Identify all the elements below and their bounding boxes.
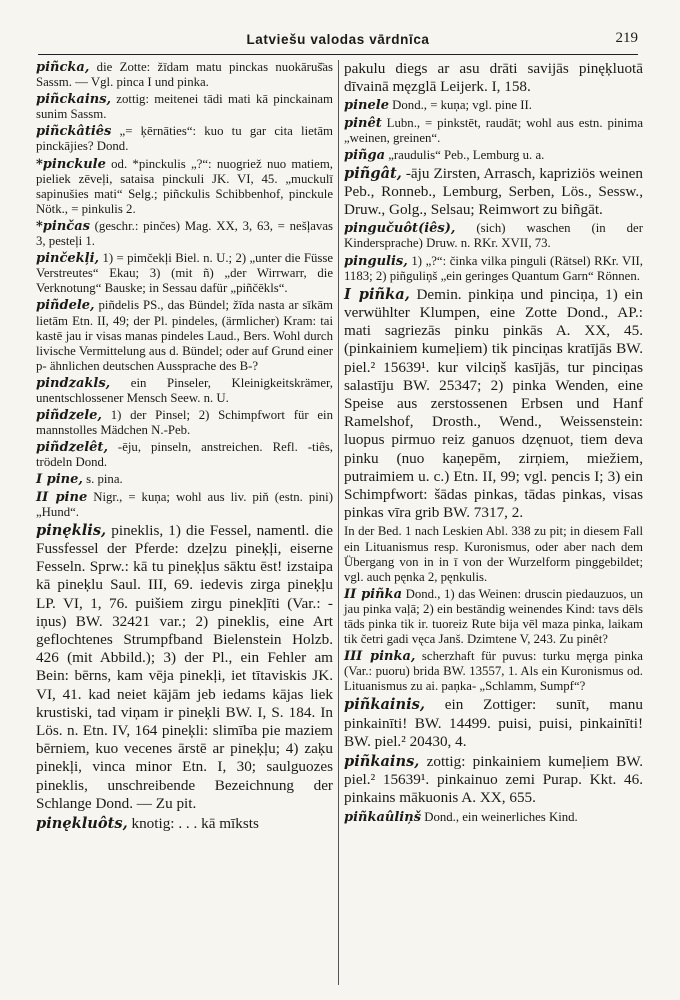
entry-headword: piñgât, — [344, 164, 402, 182]
entry-headword: *pinckule — [36, 156, 106, 172]
entry-text: piñdelis PS., das Bündel; žīda nasta ar sīkām lietām Etn. II, 49; der Pl. pindeles, (ärmlicher) Kram: tai kastē jau ir visas manas pindeles Laud., Bers. Wohl durch livische Vermittelung aus d. Bündel; oder auf Grund einer p- ähnlichen deutschen Aussprache des B-? — [36, 298, 333, 373]
dictionary-entry — [36, 472, 333, 487]
entry-text: die Zotte: žīdam matu pinckas nuokāruš̄as Sassm. — Vgl. pinca I und pinka. — [36, 60, 333, 90]
dictionary-entry — [344, 60, 643, 96]
entry-text: (geschr.: pinčes) Mag. XX, 3, 63, = nešļavas 3, pesteļi 1. — [36, 218, 333, 249]
dictionary-entry — [344, 524, 643, 584]
entry-headword: pinêt — [344, 115, 382, 131]
dictionary-entry — [344, 254, 643, 284]
entry-text: Demin. pinkiņa und pinciņa, 1) ein verwühlter Klumpen, eine Zotte Dond., AP.: mati sagriezās pinku pinkās A. XX, 45. (pinkainiem kumeļiem) tik pinciņas kratījās BW. piel.² 15639¹. kur vilciņš kasījās, tur pinciņas salastīju BW. 25347; 2) pinka Wenden, eine Speise aus zerstossenen Erbsen und Hanf Ramelshof, Drosth., Wend., Weissenstein: luopus pirmuo reiz ganuos dzęnuot, tiem deva pinku (nuo kaņepēm, zirņiem, miežiem, putraimiem u. c.) Etn. II, 99; vgl. pencis I; 3) ein Schimpfwort: šādas pinkas, tādas pinkas, visas pinkas vīra grib BW. 7317, 2. — [344, 285, 643, 522]
entry-headword: piñkaûliņš — [344, 809, 422, 825]
entry-text: -āju Zirsten, Arrasch, kapriziös weinen Peb., Ronneb., Lemburg, Serben, Lös., Sessw., Druw., Golg., Selsau; Reimwort zu biñgāt. — [344, 164, 643, 219]
entry-text: 1) „?“: činka vilka pinguli (Rätsel) RKr. VII, 1183; 2) piñguliņš „ein geringes Quantum Garn“ Rönnen. — [344, 253, 643, 283]
entry-text: pineklis, 1) die Fessel, namentl. die Fussfessel der Pferde: dzeļzu pineķļi, eiserne Fesseln. Sprw.: kā tu pineķļus sāktu ēst! izstaipa kā pineķlu Saul. III, 69. iedevis zirga pineķļu LP. VI, 1, 76. puišiem zirgu pinekļīti (Var.: -iņus) BW. 32421 var.; 2) pineklis, eine Art geflochtenes Strumpfband Bielenstein Holzb. 426 (mit Abbild.); 3) der Pl., ein Fehler am Bein: bērns, kam vēja pinekļi, iet tītaviskis JK. VI, 41. kad neiet kājām jeb iedams kājas liek krustiski, tad viņam ir pineķli BW. I, S. 184. In Lös. n. Etn. IV, 164 pineķli: slimība pie maziem bērniem, kuo vecenes ārstē ar pineķļu; 4) zaķu pinekļi, vinca minor Etn. I, 30; saulguozes pineklis, unschreibende Bezeichnung der Schlange Dond. — Zu pit. — [36, 521, 333, 812]
entry-headword: piñdzele, — [36, 408, 102, 424]
dictionary-entry — [36, 522, 333, 813]
dictionary-entry — [36, 490, 333, 520]
entry-text: „= ķērnāties“: kuo tu gar cita lietām pinckājies? Dond. — [36, 124, 333, 154]
entry-headword: pinękluôts, — [36, 814, 128, 832]
dictionary-entry — [344, 165, 643, 220]
entry-text: knotig: . . . kā mīksts — [127, 814, 259, 832]
dictionary-entry — [36, 298, 333, 373]
entry-headword: piñdele, — [36, 298, 95, 314]
entry-headword: *pinčas — [36, 218, 90, 234]
dictionary-entry — [344, 696, 643, 751]
dictionary-entry — [344, 810, 643, 825]
entry-headword: I pine, — [36, 472, 83, 488]
entry-text: zottig: meitenei tādi mati kā pinckainam sunim Sassm. — [36, 92, 333, 122]
entry-text: s. pina. — [82, 472, 123, 487]
entry-headword: I piñka, — [344, 285, 410, 303]
entry-text: Lubn., = pinkstēt, raudāt; wohl aus estn. pinima „weinen, greinen“. — [344, 115, 643, 145]
dictionary-entry — [344, 116, 643, 146]
entry-headword: piñkains, — [344, 753, 420, 771]
entry-headword: piñckâtiês — [36, 124, 112, 140]
entry-headword: piñcka, — [36, 60, 90, 75]
entry-headword: piñkainis, — [344, 696, 425, 714]
entry-headword: II piñka — [344, 586, 402, 602]
dictionary-entry — [344, 587, 643, 647]
dictionary-entry — [36, 92, 333, 122]
dictionary-entry — [36, 408, 333, 438]
page-header — [38, 30, 638, 55]
dictionary-entry — [36, 60, 333, 90]
dictionary-entry — [36, 376, 333, 406]
left-column — [36, 60, 333, 835]
entry-text: Nigr., = kuņa; wohl aus liv. piň (estn. pini) „Hund“. — [36, 489, 333, 519]
entry-text: 1) = pimčekļi Biel. n. U.; 2) „unter die Füsse Verstreutes“ Ekau; 3) (mit ñ) „der Wirrwarr, die Verknotung“ Bauske; in Sessau dafür „piñčēkls“. — [36, 251, 333, 296]
entry-headword: piñdzelêt, — [36, 440, 108, 456]
dictionary-entry — [344, 753, 643, 808]
entry-text: (sich) waschen (in der Kindersprache) Druw. n. RKr. XVII, 73. — [344, 221, 643, 251]
dictionary-entry — [344, 286, 643, 523]
entry-text: od. *pinckulis „?“: nuogriež nuo matiem, pieliek zēveļi, sataisa pinckuli JK. VI, 45. „muckulī sapinušies mati“ Selg.; piñckulis Schibbenhof, pinckule Nötk., = pinkulis 2. — [36, 156, 333, 216]
entry-headword: piñga — [344, 147, 385, 163]
dictionary-entry — [36, 219, 333, 249]
entry-headword: piñckains, — [36, 92, 112, 108]
dictionary-entry — [344, 649, 643, 694]
dictionary-entry — [36, 157, 333, 217]
page-number: 219 — [615, 30, 638, 46]
entry-headword: pinęklis, — [36, 521, 107, 539]
entry-headword: pindzakls, — [36, 375, 111, 391]
entry-text: scherzhaft für puvus: turku męrga pinka (Var.: puoru) brida BW. 13557, 1. Als ein Kuronismus od. Lituanismus zu ai. paņka- „Schlamm, Sumpf“? — [344, 649, 643, 694]
dictionary-entry — [36, 251, 333, 296]
entry-text: zottig: pinkainiem kumeļiem BW. piel.² 15639¹. pinkainuo zemi Purap. Kkt. 46. pinkains mākuonis A. XX, 655. — [344, 753, 643, 807]
entry-text: Dond., ein weinerliches Kind. — [421, 809, 578, 824]
entry-text: In der Bed. 1 nach Leskien Abl. 338 zu pit; in diesem Fall ein Lituanismus resp. Kuronismus, oder aber nach dem Übergang von in in ī von der Wurzelform pinggebildet; vgl. auch pęnka 2, pęnkulis. — [344, 524, 643, 584]
entry-text: ein Zottiger: sunīt, manu pinkainīti! BW. 14499. puisi, puisi, pinkainīti! BW. piel.² 20430, 4. — [344, 696, 643, 750]
entry-text: ein Pinseler, Kleinigkeitskrämer, unentschlossener Mensch Seew. n. U. — [36, 375, 333, 405]
entry-headword: III pinka, — [344, 649, 416, 665]
entry-headword: II pine — [36, 489, 88, 505]
dictionary-entry — [344, 148, 643, 163]
entry-headword: pinčekļi, — [36, 251, 100, 267]
right-column — [344, 60, 643, 827]
entry-headword: pingulis, — [344, 253, 408, 269]
column-divider — [338, 60, 339, 985]
entry-text: „raudulis“ Peb., Lemburg u. a. — [385, 147, 545, 162]
entry-headword: pinele — [344, 98, 389, 114]
entry-text: Dond., = kuņa; vgl. pine II. — [388, 98, 532, 113]
entry-text: -ēju, pinseln, anstreichen. Refl. -tiês, trödeln Dond. — [36, 440, 333, 470]
entry-headword: pingučuôt(iês), — [344, 221, 456, 237]
entry-text: 1) der Pinsel; 2) Schimpfwort für ein mannstolles Mädchen N.-Peb. — [36, 408, 333, 438]
dictionary-entry — [36, 440, 333, 470]
dictionary-entry — [344, 98, 643, 113]
dictionary-entry — [36, 815, 333, 833]
entry-text: pakulu diegs ar asu drāti savijās pinęķluotā dīvainā męzglā Leijerk. I, 158. — [344, 60, 643, 96]
entry-text: Dond., 1) das Weinen: druscin piedauzuos, un jau pinka vaļā; 2) ein bestāndig weinendes Kind: tavs dēls tāds pinka tik ir. tuoreiz Rute bija vēl maza pinka, laikam tik četri gadi vęca Janš. Dzimtene V, 243. Zu pinêt? — [344, 586, 643, 647]
dictionary-entry — [36, 124, 333, 154]
dictionary-entry — [344, 221, 643, 251]
running-title: Latviešu valodas vārdnīca — [246, 32, 430, 47]
